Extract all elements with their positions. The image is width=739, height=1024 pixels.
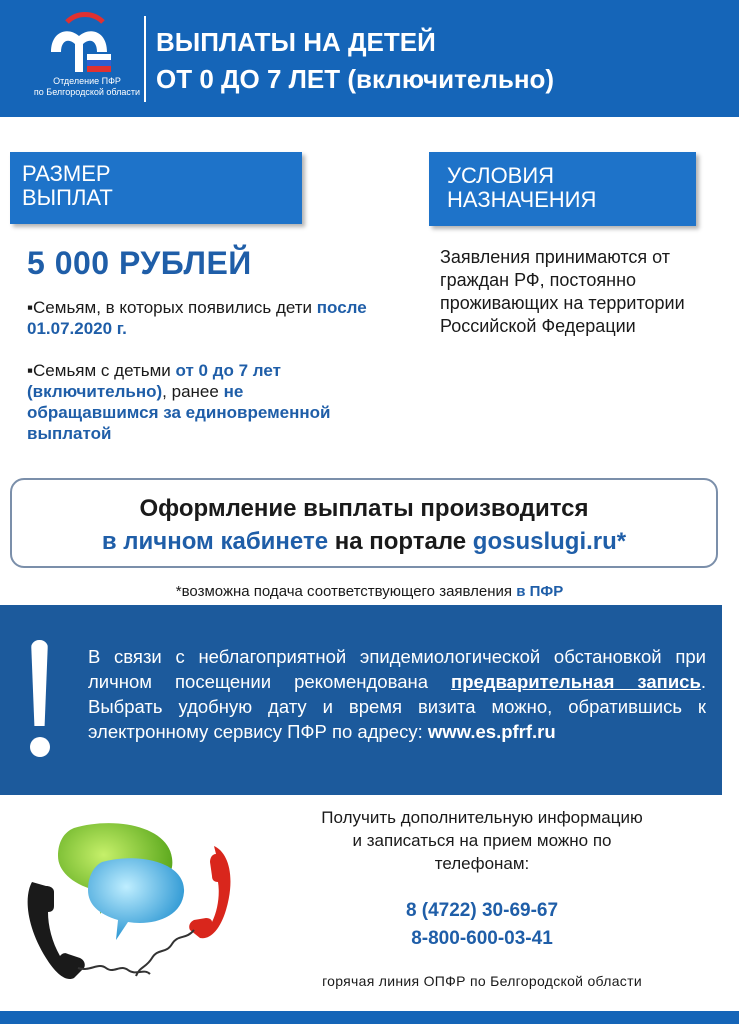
conditions-text: Заявления принимаются от граждан РФ, постоянно проживающих на территории Российской Федерации bbox=[440, 247, 685, 336]
phones-chat-bubbles-icon bbox=[18, 818, 256, 996]
bullet1-text: Семьям, в которых появились дети bbox=[33, 298, 317, 317]
hotline-caption: горячая линия ОПФР по Белгородской области bbox=[322, 973, 642, 989]
bullet2-condition: не обращавшимся за единовременной выплатой bbox=[27, 382, 331, 443]
bullet-marker-icon: ▪ bbox=[27, 361, 34, 380]
contact-line1: Получить дополнительную информацию bbox=[321, 808, 643, 827]
gosuslugi-link[interactable]: gosuslugi.ru* bbox=[472, 528, 627, 555]
bullet2-text-c: , ранее bbox=[162, 382, 224, 401]
portal-line2 bbox=[10, 528, 718, 556]
bullet-item-age-range bbox=[27, 360, 372, 444]
bullet-marker-icon: ▪ bbox=[27, 298, 34, 317]
contact-line3: телефонам: bbox=[434, 854, 530, 873]
bullet1-date: после 01.07.2020 г. bbox=[27, 298, 367, 338]
bullet2-age: от 0 до 7 лет (включительно) bbox=[27, 361, 281, 401]
header-divider bbox=[144, 16, 146, 102]
phone-number-local[interactable]: 8 (4722) 30-69-67 bbox=[405, 900, 559, 921]
page-title bbox=[156, 24, 554, 98]
logo-caption-line1: Отделение ПФР bbox=[53, 76, 121, 86]
page-title-line2: ОТ 0 ДО 7 ЛЕТ (включительно) bbox=[156, 64, 555, 94]
size-heading-line2: ВЫПЛАТ bbox=[22, 185, 113, 210]
notice-text-c: . Выбрать удобную дату и время визита можно, обратившись к электронному сервису ПФР по адресу: bbox=[88, 671, 706, 742]
logo-caption-line2: по Белгородской области bbox=[33, 87, 141, 97]
notice-text bbox=[88, 644, 706, 744]
page-title-line1: ВЫПЛАТЫ НА ДЕТЕЙ bbox=[156, 27, 436, 57]
appointment-emphasis: предварительная запись bbox=[451, 671, 701, 692]
footer-bar bbox=[0, 1011, 739, 1024]
phone-number-tollfree[interactable]: 8-800-600-03-41 bbox=[411, 928, 553, 949]
contact-line2: и записаться на прием можно по bbox=[352, 831, 612, 850]
conditions-section-heading bbox=[429, 152, 696, 226]
conditions-heading-line2: НАЗНАЧЕНИЯ bbox=[447, 187, 597, 212]
footnote bbox=[0, 583, 739, 600]
conditions-heading-line1: УСЛОВИЯ bbox=[447, 163, 555, 188]
bullet-item-after-date bbox=[27, 297, 367, 339]
logo-caption bbox=[30, 76, 144, 98]
personal-account-text: в личном кабинете bbox=[101, 528, 329, 555]
contact-info bbox=[258, 806, 706, 875]
exclamation-dot-icon bbox=[30, 737, 50, 757]
es-pfrf-link[interactable]: www.es.pfrf.ru bbox=[427, 721, 556, 742]
bullet2-text-a: Семьям с детьми bbox=[33, 361, 176, 380]
size-heading-line1: РАЗМЕР bbox=[22, 161, 111, 186]
footnote-text: *возможна подача соответствующего заявления bbox=[175, 583, 517, 600]
portal-text: на портале bbox=[328, 528, 473, 555]
size-section-heading bbox=[10, 152, 302, 224]
payment-amount: 5 000 РУБЛЕЙ bbox=[27, 245, 252, 281]
notice-text-a: В связи с неблагоприятной эпидемиологической обстановкой при личном посещении рекомендована bbox=[88, 646, 706, 692]
footnote-pfr: в ПФР bbox=[516, 583, 564, 600]
portal-line1: Оформление выплаты производится bbox=[139, 495, 589, 522]
